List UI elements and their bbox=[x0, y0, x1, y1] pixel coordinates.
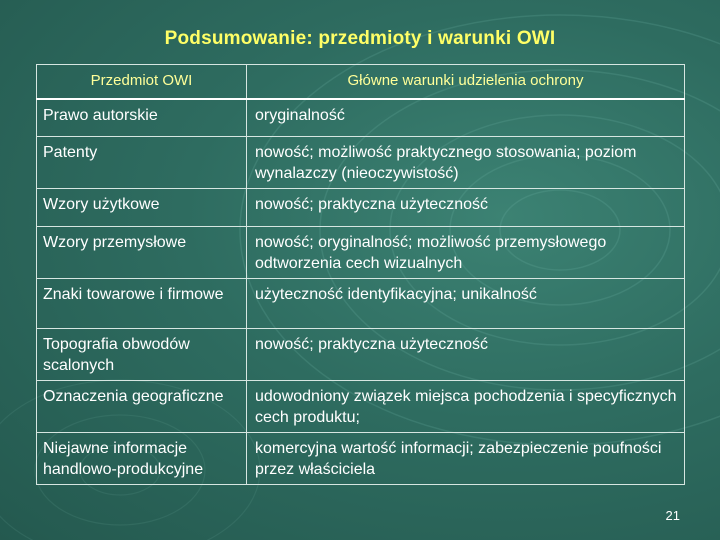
slide-title: Podsumowanie: przedmioty i warunki OWI bbox=[164, 28, 556, 49]
table-header-row bbox=[37, 65, 685, 99]
row-subject: Patenty bbox=[37, 137, 247, 189]
table-row bbox=[37, 279, 685, 329]
row-conditions: oryginalność bbox=[247, 99, 685, 137]
row-conditions: użyteczność identyfikacyjna; unikalność bbox=[247, 279, 685, 329]
page-number: 21 bbox=[665, 508, 680, 523]
row-subject: Oznaczenia geograficzne bbox=[37, 381, 247, 433]
row-subject: Znaki towarowe i firmowe bbox=[37, 279, 247, 329]
row-conditions: nowość; praktyczna użyteczność bbox=[247, 189, 685, 227]
row-subject: Wzory przemysłowe bbox=[37, 227, 247, 279]
table-row bbox=[37, 227, 685, 279]
row-conditions: nowość; praktyczna użyteczność bbox=[247, 329, 685, 381]
header-conditions: Główne warunki udzielenia ochrony bbox=[247, 65, 685, 99]
table-row bbox=[37, 381, 685, 433]
row-subject: Topografia obwodów scalonych bbox=[37, 329, 247, 381]
row-conditions: komercyjna wartość informacji; zabezpieczenie poufności przez właściciela bbox=[247, 433, 685, 485]
table-row bbox=[37, 329, 685, 381]
table-row bbox=[37, 137, 685, 189]
table-row bbox=[37, 433, 685, 485]
row-subject: Wzory użytkowe bbox=[37, 189, 247, 227]
table-row bbox=[37, 99, 685, 137]
row-subject: Prawo autorskie bbox=[37, 99, 247, 137]
row-subject: Niejawne informacje handlowo-produkcyjne bbox=[37, 433, 247, 485]
row-conditions: nowość; możliwość praktycznego stosowania; poziom wynalazczy (nieoczywistość) bbox=[247, 137, 685, 189]
table-row bbox=[37, 189, 685, 227]
row-conditions: udowodniony związek miejsca pochodzenia i specyficznych cech produktu; bbox=[247, 381, 685, 433]
header-subject: Przedmiot OWI bbox=[37, 65, 247, 99]
row-conditions: nowość; oryginalność; możliwość przemysłowego odtworzenia cech wizualnych bbox=[247, 227, 685, 279]
owi-summary-table bbox=[36, 64, 685, 485]
